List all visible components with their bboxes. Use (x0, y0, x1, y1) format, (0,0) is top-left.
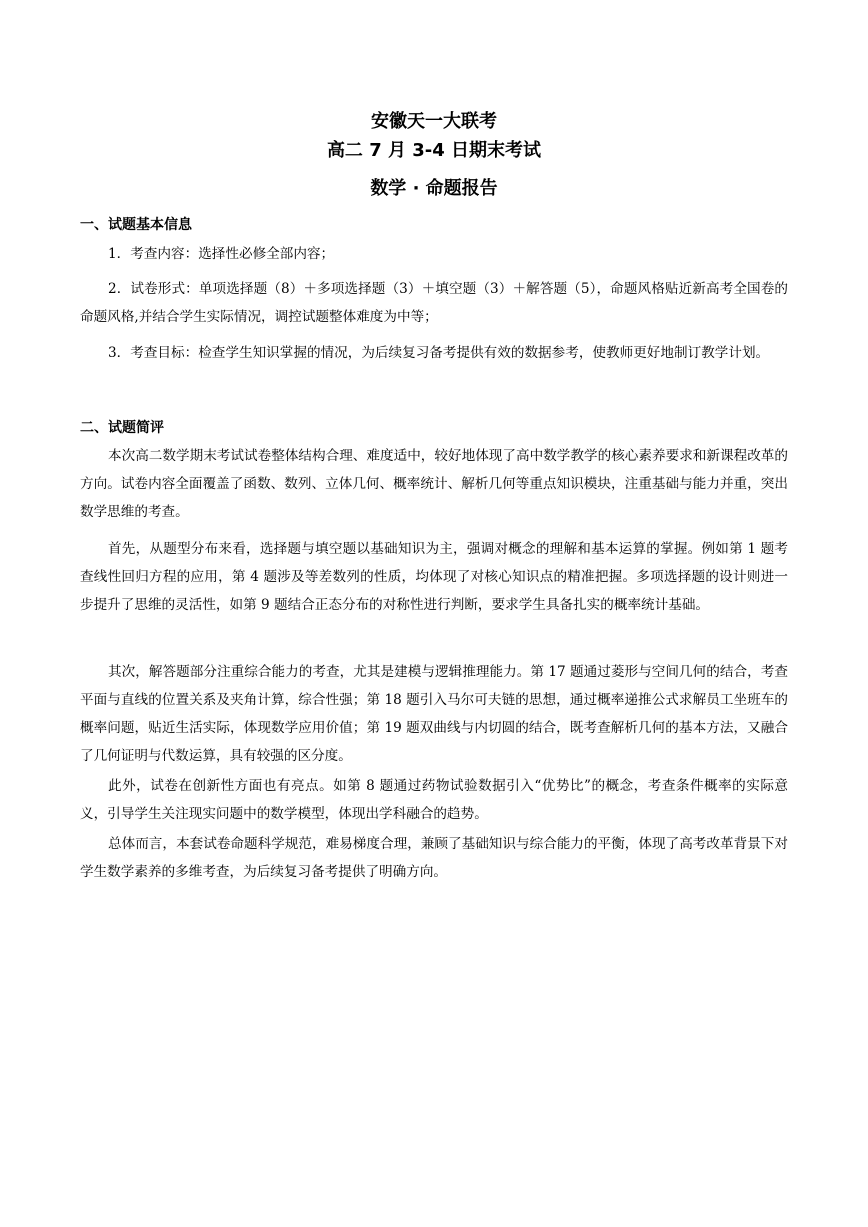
exam-title: 高二 7 月 3-4 日期末考试 (326, 140, 542, 161)
info-item-content: 1．考查内容：选择性必修全部内容； (108, 246, 335, 262)
report-subtitle: 数学 · 命题报告 (370, 178, 498, 199)
review-paragraph: 其次，解答题部分注重综合能力的考查，尤其是建模与逻辑推理能力。第 17 题通过菱形与空间几何的结合，考查平面与直线的位置关系及夹角计算，综合性强；第 18 题引入马尔可夫链的思想，通过概率递推公式求解员工坐班车的概率问题，贴近生活实际，体现数学应用价值；第 19 题双曲线与内切圆的结合，既考查解析几何的基本方法，又融合了几何证明与代数运算，具有较强的区分度。 (80, 664, 788, 764)
review-paragraph: 此外，试卷在创新性方面也有亮点。如第 8 题通过药物试验数据引入“优势比”的概念，考查条件概率的实际意义，引导学生关注现实问题中的数学模型，体现出学科融合的趋势。 (80, 778, 788, 822)
info-item-objective: 3．考查目标：检查学生知识掌握的情况，为后续复习备考提供有效的数据参考，使教师更好地制订教学计划。 (108, 345, 770, 361)
section-heading-basic-info: 一、试题基本信息 (80, 217, 192, 233)
review-paragraph: 总体而言，本套试卷命题科学规范，难易梯度合理，兼顾了基础知识与综合能力的平衡，体现了高考改革背景下对学生数学素养的多维考查，为后续复习备考提供了明确方向。 (80, 836, 788, 880)
review-paragraph: 本次高二数学期末考试试卷整体结构合理、难度适中，较好地体现了高中数学教学的核心素养要求和新课程改革的方向。试卷内容全面覆盖了函数、数列、立体几何、概率统计、解析几何等重点知识模块，注重基础与能力并重，突出数学思维的考查。 (80, 448, 788, 520)
review-paragraph: 首先，从题型分布来看，选择题与填空题以基础知识为主，强调对概念的理解和基本运算的掌握。例如第 1 题考查线性回归方程的应用，第 4 题涉及等差数列的性质，均体现了对核心知识点的精准把握。多项选择题的设计则进一步提升了思维的灵活性，如第 9 题结合正态分布的对称性进行判断，要求学生具备扎实的概率统计基础。 (80, 541, 788, 613)
document-title: 安徽天一大联考 (371, 111, 497, 132)
section-heading-review: 二、试题简评 (80, 420, 164, 436)
info-item-format: 2．试卷形式：单项选择题（8）＋多项选择题（3）＋填空题（3）＋解答题（5），命题风格贴近新高考全国卷的命题风格,并结合学生实际情况，调控试题整体难度为中等； (80, 281, 788, 325)
